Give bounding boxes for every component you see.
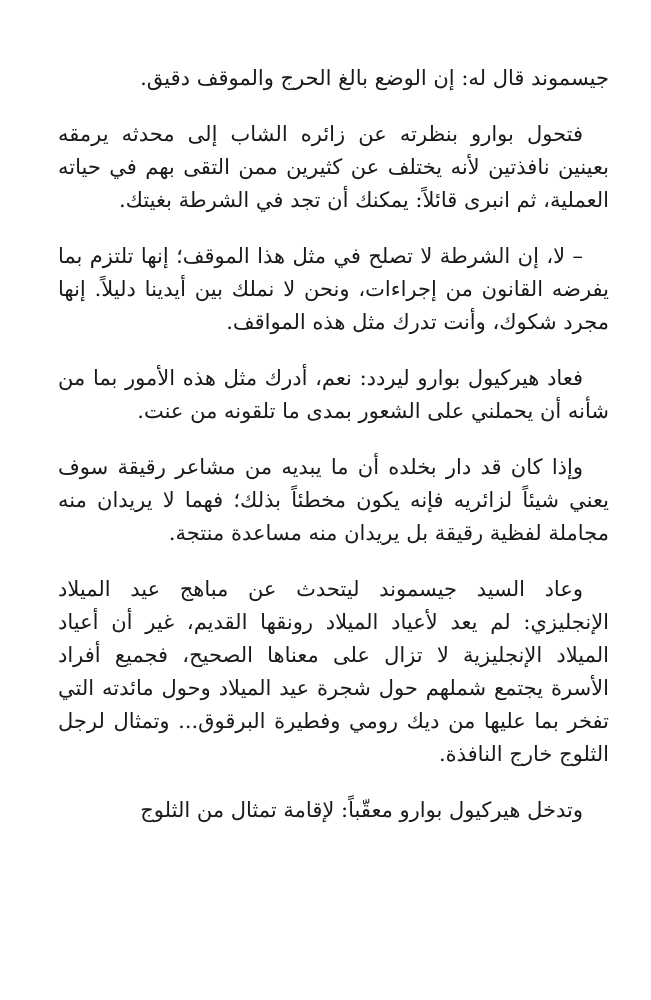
paragraph-1: جيسموند قال له: إن الوضع بالغ الحرج والموقف دقيق. [140, 66, 609, 90]
paragraph-4: فعاد هيركيول بوارو ليردد: نعم، أدرك مثل هذه الأمور بما من شأنه أن يحملني على الشعور بمدى ما تلقونه من عنت. [58, 366, 609, 423]
paragraph-2: فتحول بوارو بنظرته عن زائره الشاب إلى محدثه يرمقه بعينين نافذتين لأنه يختلف عن كثيرين ممن التقى بهم في حياته العملية، ثم انبرى قائلاً: يمكنك أن تجد في الشرطة بغيتك. [58, 122, 609, 212]
paragraph-3: – لا، إن الشرطة لا تصلح في مثل هذا الموقف؛ إنها تلتزم بما يفرضه القانون من إجراءات، ونحن لا نملك بين أيدينا دليلاً. إنها مجرد شكوك، وأنت تدرك مثل هذه المواقف. [58, 244, 609, 334]
paragraph-5: وإذا كان قد دار بخلده أن ما يبديه من مشاعر رقيقة سوف يعني شيئاً لزائريه فإنه يكون مخطئاً بذلك؛ فهما لا يريدان منه مجاملة لفظية رقيقة بل يريدان منه مساعدة منتجة. [58, 455, 609, 545]
paragraph-7: وتدخل هيركيول بوارو معقّباً: لإقامة تمثال من الثلوج [140, 798, 583, 822]
paragraph-6: وعاد السيد جيسموند ليتحدث عن مباهج عيد الميلاد الإنجليزي: لم يعد لأعياد الميلاد رونقها القديم، غير أن أعياد الميلاد الإنجليزية لا تزال على معناها الصحيح، فجميع أفراد الأسرة يجتمع شملهم حول شجرة عيد الميلاد وحول مائدته التي تفخر بما عليها من ديك رومي وفطيرة البرقوق... وتمثال لرجل الثلوج خارج النافذة. [58, 577, 609, 766]
